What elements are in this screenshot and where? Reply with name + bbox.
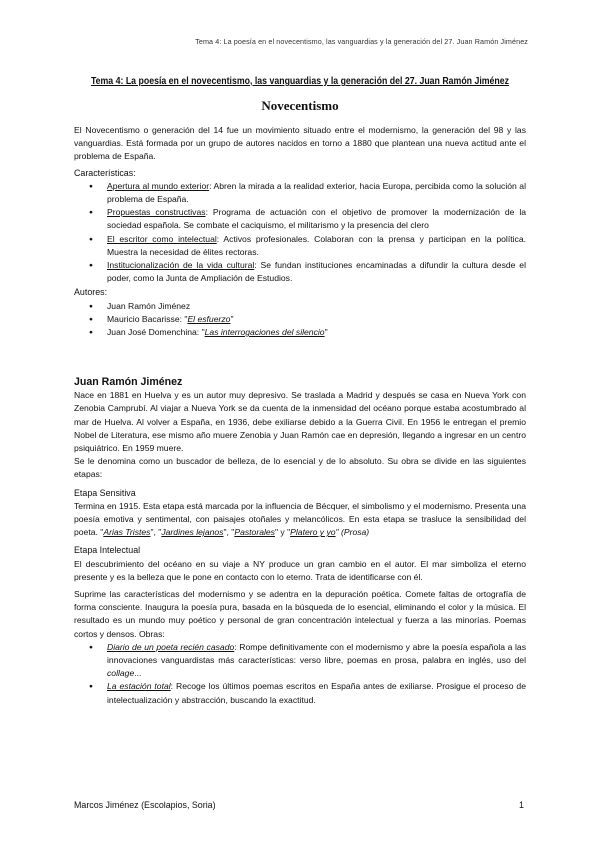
jrj-section: [74, 376, 526, 707]
caracteristicas-list: [74, 180, 526, 286]
running-header: Tema 4: La poesía en el novecentismo, las vanguardias y la generación del 27. Juan Ramón Jiménez: [195, 37, 528, 46]
etapa-intelectual-label: Etapa Intelectual: [74, 545, 141, 556]
list-item: ● Mauricio Bacarisse: "El esfuerzo": [74, 313, 526, 326]
autores-list: [74, 300, 526, 340]
novecentismo-intro: El Novecentismo o generación del 14 fue un movimiento situado entre el modernismo, la generación del 98 y las vanguardias. Está formada por un grupo de autores nacidos en torno a 1880 que plantean una nueva actitud ante el problema de España.: [74, 125, 526, 162]
etapa-intelectual-p2: Suprime las características del modernismo y se adentra en la depuración poética. Comete faltas de ortografía de forma consciente. Inaugura la poesía pura, basada en la búsqueda de lo esencial, eliminando el color y la música. El resultado es un mundo muy poético y personal de gran concentración intelectual y fuerza a las minorías. Poemas cortos y densos. Obras:: [74, 589, 526, 639]
list-item: ● Diario de un poeta recién casado: Rompe definitivamente con el modernismo y abre la poesía española a las innovaciones vanguardistas más características: verso libre, poemas en prosa, palabra en inglés, uso del collage...: [74, 641, 526, 681]
footer-author: Marcos Jiménez (Escolapios, Soria): [74, 800, 216, 810]
list-item: ● Apertura al mundo exterior: Abren la mirada a la realidad exterior, hacia Europa, percibida como la solución al problema de España.: [74, 180, 526, 206]
section-heading-jrj: Juan Ramón Jiménez: [74, 376, 183, 388]
list-item: ● Juan Ramón Jiménez: [74, 300, 526, 313]
etapa-sensitiva-label: Etapa Sensitiva: [74, 487, 136, 498]
section-heading-novecentismo: Novecentismo: [261, 98, 339, 113]
obras-list: [74, 641, 526, 707]
list-item: ● La estación total: Recoge los últimos poemas escritos en España antes de exiliarse. Prosigue el proceso de intelectualización y abstracción, buscando la exactitud.: [74, 680, 526, 706]
list-item: ● Institucionalización de la vida cultural: Se fundan instituciones encaminadas a difundir la cultura desde el poder, como la Junta de Ampliación de Estudios.: [74, 259, 526, 285]
caracteristicas-label: Características:: [74, 167, 136, 178]
etapa-intelectual-p1: El descubrimiento del océano en su viaje a NY produce un gran cambio en el autor. El mar simboliza el eterno presente y es la belleza que le pone en contacto con lo eterno. Trata de identificarse con él.: [74, 558, 526, 582]
list-item: ● Propuestas constructivas: Programa de actuación con el objetivo de promover la modernización de la sociedad española. Se combate el caciquismo, el militarismo y la presencia del clero: [74, 206, 526, 232]
jrj-bio: Nace en 1881 en Huelva y es un autor muy depresivo. Se traslada a Madrid y después se casa en Nueva York con Zenobia Camprubí. Al viajar a Nueva York se da cuenta de la inmensidad del océano porque estaba acostumbrado al mar de Huelva. Al volver a España, en 1936, debe exiliarse debido a la Guerra Civil. En 1956 le entregan el premio Nobel de Literatura, ese mismo año muere Zenobia y Juan Ramón cae en depresión, llegando a ingresar en un centro psiquiátrico. En 1959 muere.: [74, 390, 526, 454]
novecentismo-section: [74, 124, 526, 339]
autores-label: Autores:: [74, 287, 108, 298]
jrj-obra: Se le denomina como un buscador de belleza, de lo esencial y de lo absoluto. Su obra se divide en las siguientes etapas:: [74, 456, 526, 480]
list-item: ● Juan José Domenchina: "Las interrogaciones del silencio": [74, 326, 526, 339]
document-title: Tema 4: La poesía en el novecentismo, las vanguardias y la generación del 27. Juan Ramón Jiménez: [90, 76, 510, 87]
etapa-sensitiva-text: Termina en 1915. Esta etapa está marcada por la influencia de Bécquer, el simbolismo y el modernismo. Presenta una poesía emotiva y sentimental, con paisajes otoñales y melancólicos. En esta etapa se trasluce la sensibilidad del poeta. "Arias Tristes", "Jardines lejanos", "Pastorales" y "Platero y yo" (Prosa): [74, 500, 526, 538]
page-number: 1: [519, 800, 524, 810]
list-item: ● El escritor como intelectual: Activos profesionales. Colaboran con la prensa y participan en la política. Muestra la necesidad de élites rectoras.: [74, 233, 526, 259]
